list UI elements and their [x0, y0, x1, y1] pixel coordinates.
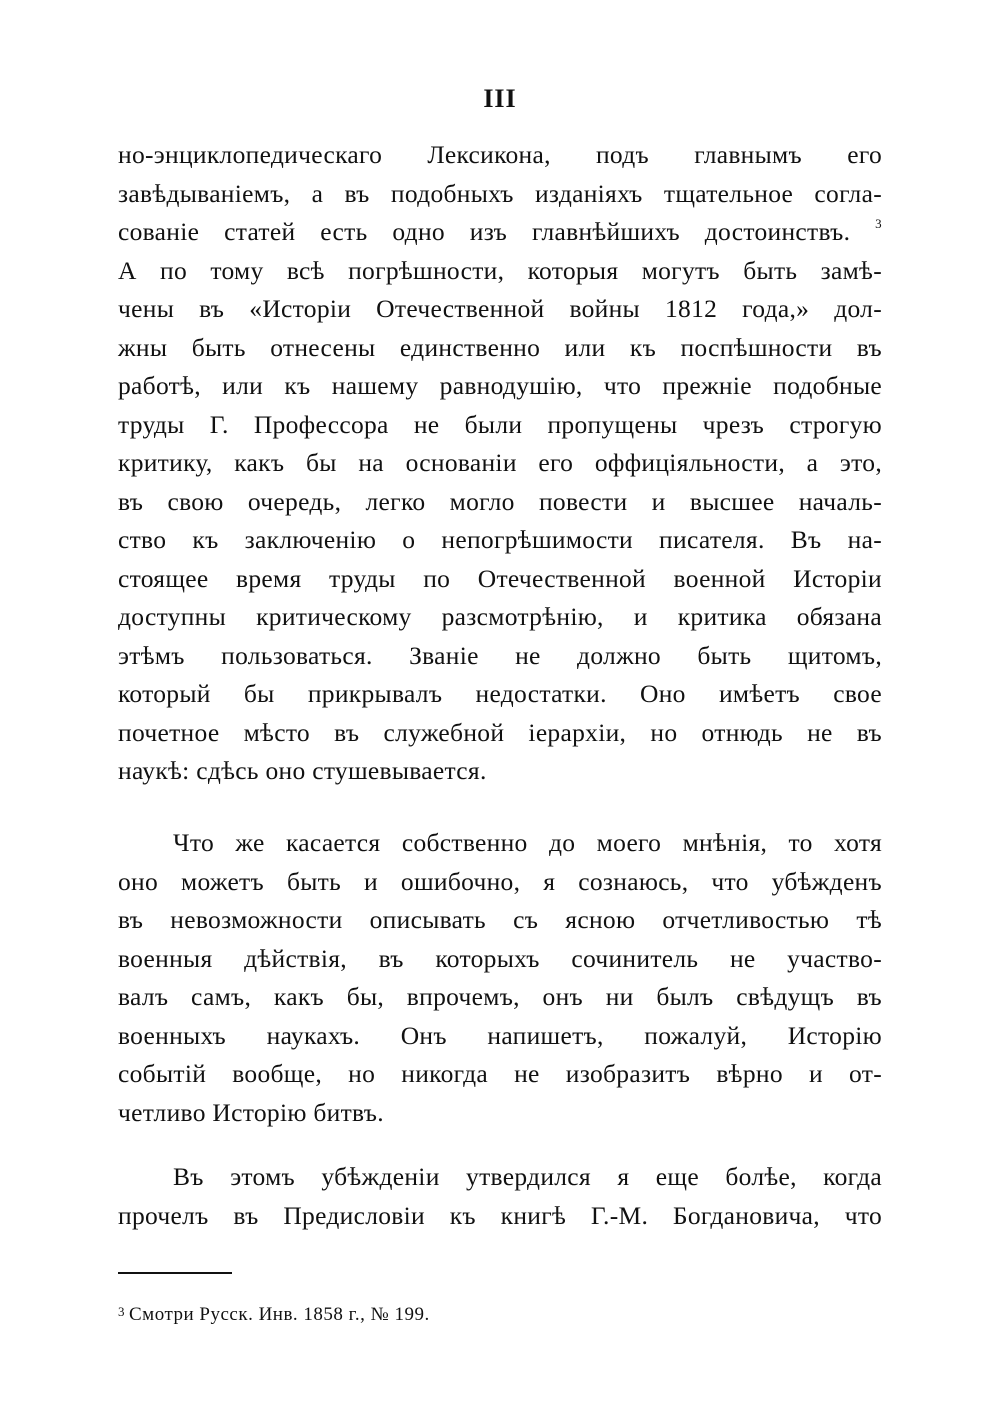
text-line: событій вообще, но никогда не изобразитъ вѣрно и от- [118, 1059, 882, 1088]
text-line: который бы прикрывалъ недостатки. Оно имѣетъ свое [118, 679, 882, 708]
text-line: работѣ, или къ нашему равнодушію, что прежніе подобные [118, 371, 882, 400]
text-line: военныя дѣйствія, въ которыхъ сочинитель не участво- [118, 943, 882, 973]
footnote-text: Смотри Русск. Инв. 1858 г., № 199. [129, 1304, 430, 1325]
paragraph-3 [118, 1158, 882, 1235]
paragraph-1 [118, 136, 882, 791]
text-line: жны быть отнесены единственно или къ поспѣшности въ [118, 332, 882, 362]
text-line: труды Г. Профессора не были пропущены чрезъ строгую [118, 409, 882, 439]
text-line: четливо Исторію битвъ. [118, 1097, 384, 1127]
text-line: въ свою очередь, легко могло повести и высшее началь- [118, 486, 882, 516]
text-line: Что же касается собственно до моего мнѣнія, то хотя [173, 828, 882, 857]
text-line: оно можетъ быть и ошибочно, я сознаюсь, что убѣжденъ [118, 866, 882, 896]
text-line: стоящее время труды по Отечественной военной Исторіи [118, 563, 882, 593]
text-line: валъ самъ, какъ бы, впрочемъ, онъ ни былъ свѣдущъ въ [118, 982, 882, 1011]
text-line: доступны критическому разсмотрѣнію, и критика обязана [118, 602, 882, 631]
footnote-divider [118, 1272, 232, 1274]
paragraph-2 [118, 824, 882, 1132]
text-line: наукѣ: сдѣсь оно стушевывается. [118, 756, 487, 785]
text-line: А по тому всѣ погрѣшности, которыя могутъ быть замѣ- [118, 255, 882, 285]
text-line: почетное мѣсто въ служебной іерархіи, но отнюдь не въ [118, 717, 882, 747]
text-line: критику, какъ бы на основаніи его оффиціяльности, а это, [118, 448, 882, 477]
footnote [118, 1304, 430, 1326]
text-line: но-энциклопедическаго Лексикона, подъ главнымъ его [118, 140, 882, 169]
text-line: завѣдываніемъ, а въ подобныхъ изданіяхъ тщательное согла- [118, 178, 882, 208]
text-line: Въ этомъ убѣжденіи утвердился я еще болѣе, когда [173, 1162, 882, 1191]
footnote-reference: 3 [875, 216, 882, 231]
footnote-mark: 3 [118, 1304, 125, 1319]
text-line: въ невозможности описывать съ ясною отчетливостью тѣ [118, 905, 882, 934]
text-line: ство къ заключенію о непогрѣшимости писателя. Въ на- [118, 525, 882, 554]
page-number: III [483, 84, 517, 113]
text-line: прочелъ въ Предисловіи къ книгѣ Г.-М. Богдановича, что [118, 1200, 882, 1230]
text-line [118, 213, 882, 252]
text-line-content: сованіе статей есть одно изъ главнѣйшихъ достоинствъ. [118, 217, 851, 246]
text-line: военныхъ наукахъ. Онъ напишетъ, пожалуй, Исторію [118, 1020, 882, 1050]
text-line: чены въ «Исторіи Отечественной войны 1812 года,» дол- [118, 294, 882, 323]
text-line: этѣмъ пользоваться. Званіе не должно быть щитомъ, [118, 640, 882, 670]
